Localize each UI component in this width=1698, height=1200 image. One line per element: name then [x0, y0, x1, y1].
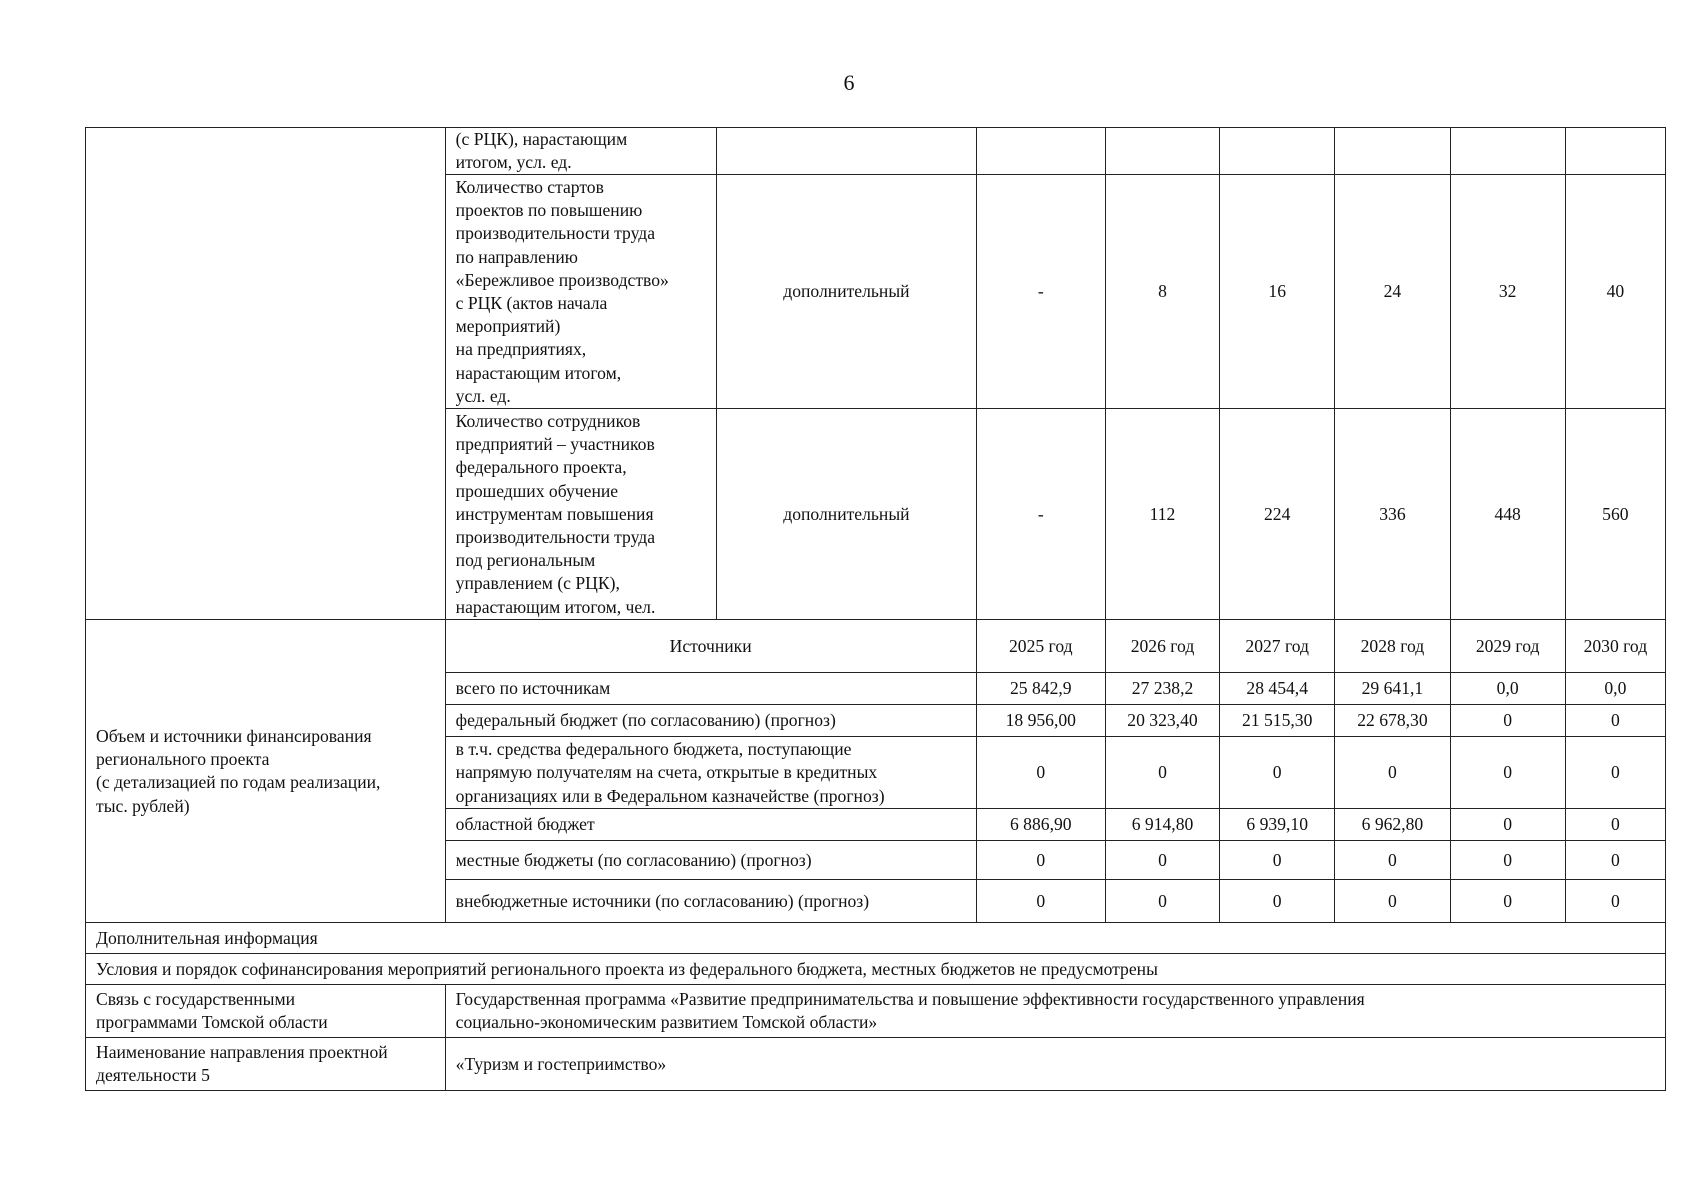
indicator-value: 8: [1105, 175, 1219, 409]
financing-value: 29 641,1: [1335, 673, 1450, 705]
financing-value: 0: [976, 880, 1105, 923]
financing-header-row: [86, 620, 1666, 673]
financing-value: 21 515,30: [1220, 705, 1335, 737]
indicator-type: дополнительный: [717, 409, 976, 620]
financing-value: 0: [1450, 809, 1565, 841]
financing-value: 6 962,80: [1335, 809, 1450, 841]
financing-value: 0,0: [1450, 673, 1565, 705]
year-header: 2025 год: [976, 620, 1105, 673]
financing-value: 0: [1565, 809, 1665, 841]
financing-value: 0: [1220, 880, 1335, 923]
indicator-value: 32: [1450, 175, 1565, 409]
financing-source: внебюджетные источники (по согласованию) (прогноз): [445, 880, 976, 923]
indicator-value: [976, 128, 1105, 175]
cofinancing-conditions: Условия и порядок софинансирования мероприятий регионального проекта из федерального бюджета, местных бюджетов не предусмотрены: [86, 954, 1666, 985]
financing-value: 0: [1105, 737, 1219, 809]
indicator-value: 40: [1565, 175, 1665, 409]
financing-label: Объем и источники финансирования регионального проекта (с детализацией по годам реализации, тыс. рублей): [86, 620, 446, 923]
direction-row: [86, 1038, 1666, 1091]
indicator-value: [1220, 128, 1335, 175]
financing-value: 0: [1335, 737, 1450, 809]
financing-value: 0: [1565, 737, 1665, 809]
financing-value: 28 454,4: [1220, 673, 1335, 705]
indicator-value: [1450, 128, 1565, 175]
financing-value: 0: [976, 737, 1105, 809]
financing-value: 27 238,2: [1105, 673, 1219, 705]
financing-value: 18 956,00: [976, 705, 1105, 737]
direction-label: Наименование направления проектной деятельности 5: [86, 1038, 446, 1091]
indicator-value: 224: [1220, 409, 1335, 620]
financing-source: в т.ч. средства федерального бюджета, поступающие напрямую получателям на счета, открытые в кредитных организациях или в Федеральном казначействе (прогноз): [445, 737, 976, 809]
financing-value: 0: [1565, 841, 1665, 880]
indicator-value: [1105, 128, 1219, 175]
indicator-value: 24: [1335, 175, 1450, 409]
page-number: 6: [843, 70, 855, 95]
year-header: 2029 год: [1450, 620, 1565, 673]
financing-source: областной бюджет: [445, 809, 976, 841]
indicator-type: дополнительный: [717, 175, 976, 409]
indicator-value: 448: [1450, 409, 1565, 620]
additional-info-row: [86, 923, 1666, 954]
indicator-value: 16: [1220, 175, 1335, 409]
financing-value: 6 886,90: [976, 809, 1105, 841]
indicator-name: Количество сотрудников предприятий – участников федерального проекта, прошедших обучение инструментам повышения производительности труда под региональным управлением (с РЦК), нарастающим итогом, чел.: [445, 409, 717, 620]
financing-value: 0: [1220, 841, 1335, 880]
direction-value: «Туризм и гостеприимство»: [445, 1038, 1665, 1091]
indicator-value: [1565, 128, 1665, 175]
indicator-name: (с РЦК), нарастающим итогом, усл. ед.: [445, 128, 717, 175]
state-programs-row: [86, 985, 1666, 1038]
indicator-value: 336: [1335, 409, 1450, 620]
financing-value: 0: [1220, 737, 1335, 809]
financing-value: 0: [1335, 880, 1450, 923]
financing-value: 22 678,30: [1335, 705, 1450, 737]
indicator-row: [86, 128, 1666, 175]
financing-value: 0: [1450, 880, 1565, 923]
financing-value: 6 914,80: [1105, 809, 1219, 841]
additional-info-heading: Дополнительная информация: [86, 923, 1666, 954]
indicator-value: -: [976, 409, 1105, 620]
financing-value: 0: [1450, 705, 1565, 737]
indicator-value: [1335, 128, 1450, 175]
financing-value: 0: [1450, 841, 1565, 880]
year-header: 2026 год: [1105, 620, 1219, 673]
financing-value: 0: [1335, 841, 1450, 880]
financing-value: 0,0: [1565, 673, 1665, 705]
financing-value: 0: [1450, 737, 1565, 809]
year-header: 2030 год: [1565, 620, 1665, 673]
year-header: 2028 год: [1335, 620, 1450, 673]
indicator-value: 560: [1565, 409, 1665, 620]
financing-value: 0: [1565, 880, 1665, 923]
state-programs-label: Связь с государственными программами Томской области: [86, 985, 446, 1038]
sources-header: Источники: [445, 620, 976, 673]
financing-value: 0: [1565, 705, 1665, 737]
financing-value: 0: [1105, 841, 1219, 880]
year-header: 2027 год: [1220, 620, 1335, 673]
financing-value: 0: [976, 841, 1105, 880]
financing-value: 0: [1105, 880, 1219, 923]
blank-left-cell: [86, 128, 446, 620]
financing-source: федеральный бюджет (по согласованию) (прогноз): [445, 705, 976, 737]
indicator-value: -: [976, 175, 1105, 409]
indicator-type: [717, 128, 976, 175]
state-programs-value: Государственная программа «Развитие предпринимательства и повышение эффективности государственного управления социально-экономическим развитием Томской области»: [445, 985, 1665, 1038]
cofinancing-row: [86, 954, 1666, 985]
financing-value: 6 939,10: [1220, 809, 1335, 841]
financing-source: всего по источникам: [445, 673, 976, 705]
financing-source: местные бюджеты (по согласованию) (прогноз): [445, 841, 976, 880]
project-passport-table: [85, 127, 1666, 1091]
indicator-value: 112: [1105, 409, 1219, 620]
indicator-name: Количество стартов проектов по повышению производительности труда по направлению «Бережливое производство» с РЦК (актов начала мероприятий) на предприятиях, нарастающим итогом, усл. ед.: [445, 175, 717, 409]
financing-value: 25 842,9: [976, 673, 1105, 705]
financing-value: 20 323,40: [1105, 705, 1219, 737]
